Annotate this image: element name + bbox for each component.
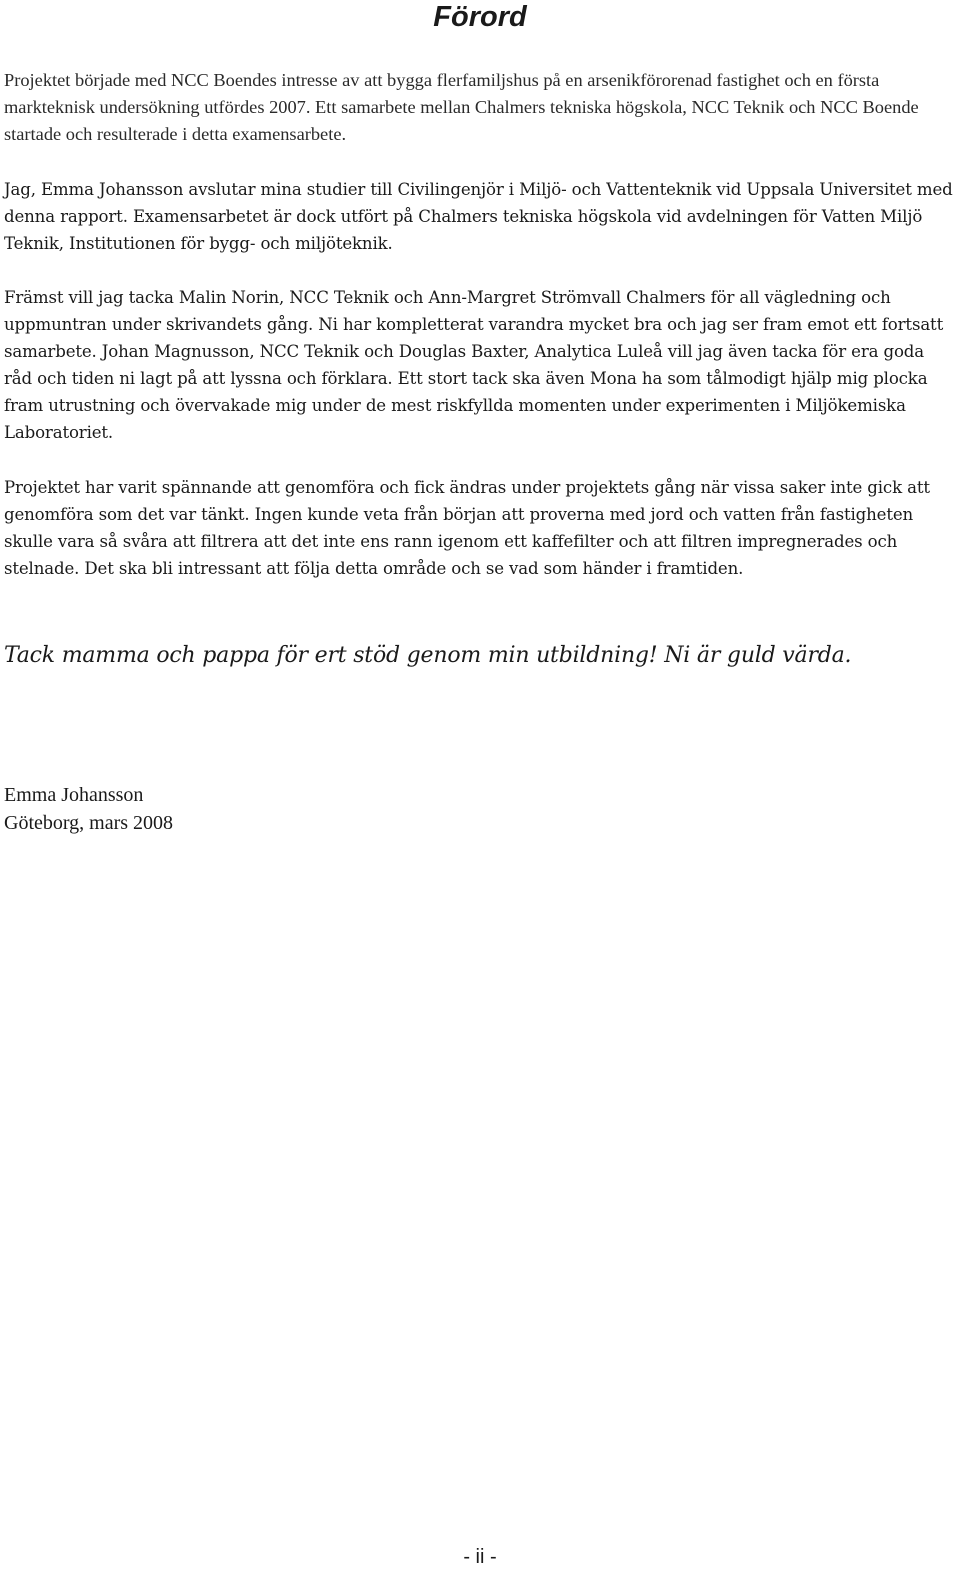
page-number: - ii - — [463, 1546, 497, 1568]
paragraph-author-studies: Jag, Emma Johansson avslutar mina studier till Civilingenjör i Miljö- och Vattenteknik vid Uppsala Universitet med denna rapport. Examensarbetet är dock utfört på Chalmers tekniska högskola vid avdelningen för Vatten Miljö Teknik, Institutionen för bygg- och miljöteknik. — [4, 180, 953, 253]
signature-block — [4, 781, 173, 837]
page-title: Förord — [433, 1, 527, 33]
paragraph-project-background: Projektet började med NCC Boendes intresse av att bygga flerfamiljshus på en arsenikförorenad fastighet och en första markteknisk undersökning utfördes 2007. Ett samarbete mellan Chalmers tekniska högskola, NCC Teknik och NCC Boende startade och resulterade i detta examensarbete. — [4, 70, 919, 144]
signature-place-date: Göteborg, mars 2008 — [4, 812, 174, 834]
paragraph-acknowledgements: Främst vill jag tacka Malin Norin, NCC Teknik och Ann-Margret Strömvall Chalmers för all vägledning och uppmuntran under skrivandets gång. Ni har kompletterat varandra mycket bra och jag ser fram emot ett fortsatt samarbete. Johan Magnusson, NCC Teknik och Douglas Baxter, Analytica Luleå vill jag även tacka för era goda råd och tiden ni lagt på att lyssna och förklara. Ett stort tack ska även Mona ha som tålmodigt hjälp mig plocka fram utrustning och övervakade mig under de mest riskfyllda momenten under experimenten i Miljökemiska Laboratoriet. — [4, 288, 944, 442]
signature-name: Emma Johansson — [4, 784, 144, 806]
paragraph-project-reflection: Projektet har varit spännande att genomföra och fick ändras under projektets gång när vissa saker inte gick att genomföra som det var tänkt. Ingen kunde veta från början att proverna med jord och vatten från fastigheten skulle vara så svåra att filtrera att det inte ens rann igenom ett kaffefilter och att filtren impregnerades och stelnade. Det ska bli intressant att följa detta område och se vad som händer i framtiden. — [4, 478, 930, 578]
thanks-note: Tack mamma och pappa för ert stöd genom min utbildning! Ni är guld värda. — [4, 643, 852, 668]
